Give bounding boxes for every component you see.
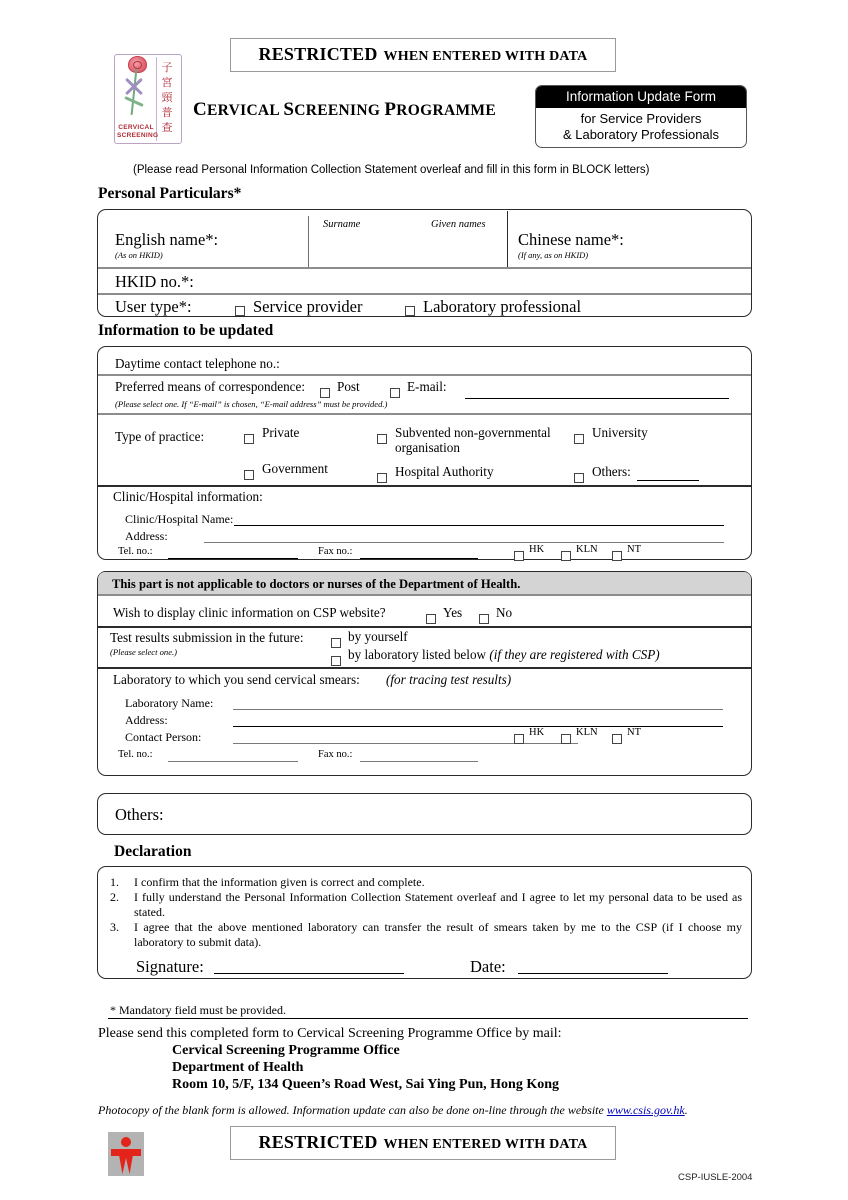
checkbox-icon xyxy=(377,434,387,444)
department-of-health-logo xyxy=(108,1132,144,1176)
name-column-divider xyxy=(308,216,309,268)
practice-ngo-line2: organisation xyxy=(395,440,460,455)
clinic-name-label: Clinic/Hospital Name: xyxy=(125,512,234,526)
user-type-service-provider-checkbox[interactable] xyxy=(235,302,245,320)
practice-ngo-line1: Subvented non-governmental xyxy=(395,425,551,440)
others-panel[interactable] xyxy=(97,793,752,835)
clinic-region-hk-checkbox[interactable] xyxy=(514,547,524,565)
surname-label: Surname xyxy=(323,219,361,230)
checkbox-icon xyxy=(574,473,584,483)
submission-by-yourself-label: by yourself xyxy=(348,629,408,644)
correspondence-email-checkbox[interactable] xyxy=(390,384,400,402)
restricted-sep-1 xyxy=(98,626,751,628)
practice-hospital-authority-label: Hospital Authority xyxy=(395,464,494,479)
checkbox-icon xyxy=(235,306,245,316)
clinic-tel-label: Tel. no.: xyxy=(118,546,153,557)
clinic-region-nt-label: NT xyxy=(627,544,641,555)
information-updated-panel xyxy=(97,346,752,560)
signature-label: Signature: xyxy=(136,957,204,976)
form-code: CSP-IUSLE-2004 xyxy=(678,1172,753,1183)
laboratory-tel-input[interactable] xyxy=(168,747,298,762)
checkbox-icon xyxy=(320,388,330,398)
laboratory-region-hk-checkbox[interactable] xyxy=(514,730,524,748)
send-instruction: Please send this completed form to Cervical Screening Programme Office by mail: xyxy=(98,1026,562,1041)
particulars-sep-1 xyxy=(98,267,751,269)
chinese-name-label: Chinese name*: xyxy=(518,230,624,249)
laboratory-heading: Laboratory to which you send cervical smears: xyxy=(113,672,360,687)
laboratory-contact-label: Contact Person: xyxy=(125,730,202,744)
title-rogramme: ROGRAMME xyxy=(396,102,496,119)
information-updated-heading: Information to be updated xyxy=(98,322,274,339)
practice-label: Type of practice: xyxy=(115,429,205,444)
checkbox-icon xyxy=(390,388,400,398)
title-ervical: ERVICAL xyxy=(207,102,284,119)
hkid-input[interactable] xyxy=(213,270,733,292)
info-sep-2 xyxy=(98,413,751,415)
laboratory-fax-input[interactable] xyxy=(360,747,478,762)
info-sep-1 xyxy=(98,374,751,376)
correspondence-note: (Please select one. If “E-mail” is chosen, “E-mail address” must be provided.) xyxy=(115,399,388,409)
practice-university-label: University xyxy=(592,425,648,440)
restricted-sep-2 xyxy=(98,667,751,669)
declaration-heading: Declaration xyxy=(114,843,192,860)
checkbox-icon xyxy=(612,734,622,744)
declaration-item-1-text: I confirm that the information given is correct and complete. xyxy=(134,875,425,889)
date-label: Date: xyxy=(470,957,506,976)
laboratory-heading-italic: (for tracing test results) xyxy=(386,672,512,687)
practice-private-checkbox[interactable] xyxy=(244,430,254,448)
clinic-fax-input[interactable] xyxy=(360,544,478,559)
chinese-name-divider xyxy=(507,211,508,268)
programme-title xyxy=(193,99,496,121)
not-applicable-heading: This part is not applicable to doctors or nurses of the Department of Health. xyxy=(98,572,751,594)
logo-en-line2: SCREENING xyxy=(117,132,159,139)
mandatory-note-rule xyxy=(108,1018,748,1019)
display-clinic-no-label: No xyxy=(496,605,513,620)
info-sep-3 xyxy=(98,485,751,487)
dh-figure-head-icon xyxy=(121,1137,131,1147)
logo-zh-1: 宮 xyxy=(161,76,173,89)
checkbox-icon xyxy=(331,656,341,666)
cervical-screening-logo xyxy=(114,54,182,144)
declaration-panel xyxy=(97,866,752,979)
laboratory-region-hk-label: HK xyxy=(529,727,545,738)
laboratory-region-kln-label: KLN xyxy=(576,727,598,738)
restricted-banner-bottom-strong: RESTRICTED xyxy=(258,1132,378,1152)
particulars-sep-2 xyxy=(98,293,751,295)
clinic-region-nt-checkbox[interactable] xyxy=(612,547,622,565)
logo-zh-4: 查 xyxy=(161,121,173,134)
user-type-label: User type*: xyxy=(115,297,192,316)
checkbox-icon xyxy=(426,614,436,624)
display-clinic-yes-label: Yes xyxy=(443,605,463,620)
badge-body xyxy=(536,108,746,147)
office-address-line-3: Room 10, 5/F, 134 Queen’s Road West, Sai Ying Pun, Hong Kong xyxy=(172,1077,560,1092)
correspondence-post-label: Post xyxy=(337,379,360,394)
logo-chinese-characters xyxy=(157,60,177,135)
checkbox-icon xyxy=(479,614,489,624)
laboratory-region-nt-label: NT xyxy=(627,727,641,738)
chinese-name-input[interactable] xyxy=(638,220,743,265)
laboratory-tel-label: Tel. no.: xyxy=(118,749,153,760)
english-name-label: English name*: xyxy=(115,230,219,249)
email-address-input[interactable] xyxy=(465,381,729,399)
office-address-line-2: Department of Health xyxy=(172,1060,304,1075)
title-s: S xyxy=(283,99,295,120)
checkbox-icon xyxy=(561,734,571,744)
logo-zh-2: 頸 xyxy=(161,91,173,104)
restricted-banner-bottom xyxy=(230,1126,616,1160)
laboratory-address-label: Address: xyxy=(125,713,168,727)
practice-private-label: Private xyxy=(262,425,300,440)
english-name-note: (As on HKID) xyxy=(115,250,163,260)
practice-ngo-label xyxy=(395,425,575,455)
others-label: Others: xyxy=(115,805,164,824)
submission-by-yourself-checkbox[interactable] xyxy=(331,634,341,652)
photocopy-note xyxy=(98,1103,758,1118)
practice-government-checkbox[interactable] xyxy=(244,466,254,484)
chinese-name-note: (If any, as on HKID) xyxy=(518,250,589,260)
clinic-region-kln-checkbox[interactable] xyxy=(561,547,571,565)
submission-by-laboratory-label xyxy=(348,647,660,663)
restricted-banner-top-strong: RESTRICTED xyxy=(258,44,378,64)
declaration-item-3-num: 3. xyxy=(110,920,119,934)
practice-university-checkbox[interactable] xyxy=(574,430,584,448)
submission-label: Test results submission in the future: xyxy=(110,630,304,645)
logo-english-text xyxy=(117,124,159,140)
practice-others-label: Others: xyxy=(592,464,631,479)
clinic-address-input[interactable] xyxy=(204,527,724,543)
user-type-laboratory-professional-checkbox[interactable] xyxy=(405,302,415,320)
declaration-item-2-text: I fully understand the Personal Information Collection Statement overleaf and I agree to let my personal data to be used as stated. xyxy=(134,890,742,919)
stem-icon xyxy=(131,69,138,115)
checkbox-icon xyxy=(405,306,415,316)
laboratory-fax-label: Fax no.: xyxy=(318,749,353,760)
checkbox-icon xyxy=(331,638,341,648)
clinic-region-kln-label: KLN xyxy=(576,544,598,555)
hkid-label: HKID no.*: xyxy=(115,272,194,291)
personal-particulars-heading: Personal Particulars* xyxy=(98,185,242,202)
display-clinic-question: Wish to display clinic information on CSP website? xyxy=(113,605,386,620)
information-update-badge xyxy=(535,85,747,148)
photocopy-note-period: . xyxy=(684,1103,688,1117)
restricted-banner-bottom-rest: WHEN ENTERED WITH DATA xyxy=(383,1137,588,1152)
laboratory-name-input[interactable] xyxy=(233,694,723,710)
checkbox-icon xyxy=(574,434,584,444)
daytime-phone-input[interactable] xyxy=(288,353,733,371)
user-type-service-provider-label: Service provider xyxy=(253,297,363,316)
clinic-tel-input[interactable] xyxy=(168,544,298,559)
logo-en-line1: CERVICAL xyxy=(118,124,154,131)
clinic-fax-label: Fax no.: xyxy=(318,546,353,557)
checkbox-icon xyxy=(377,473,387,483)
mandatory-field-note: * Mandatory field must be provided. xyxy=(110,1003,286,1017)
office-address-line-1: Cervical Screening Programme Office xyxy=(172,1043,400,1058)
csis-website-link[interactable]: www.csis.gov.hk xyxy=(606,1103,685,1117)
submission-by-laboratory-italic: (if they are registered with CSP) xyxy=(489,647,660,662)
logo-zh-0: 子 xyxy=(161,61,173,74)
clinic-address-label: Address: xyxy=(125,529,168,543)
declaration-item-1-num: 1. xyxy=(110,875,119,889)
not-applicable-panel xyxy=(97,571,752,776)
signature-input[interactable] xyxy=(214,955,404,974)
photocopy-note-text: Photocopy of the blank form is allowed. Information update can also be done on-line through the website xyxy=(98,1103,607,1117)
checkbox-icon xyxy=(514,551,524,561)
daytime-phone-label: Daytime contact telephone no.: xyxy=(115,356,280,371)
clinic-name-input[interactable] xyxy=(234,510,724,526)
laboratory-region-kln-checkbox[interactable] xyxy=(561,730,571,748)
title-c1: C xyxy=(193,99,208,120)
block-letters-instruction: (Please read Personal Information Collection Statement overleaf and fill in this form in BLOCK letters) xyxy=(133,164,650,176)
logo-zh-3: 普 xyxy=(161,106,173,119)
checkbox-icon xyxy=(561,551,571,561)
restricted-banner-top-rest: WHEN ENTERED WITH DATA xyxy=(383,49,588,64)
correspondence-email-label: E-mail: xyxy=(407,379,447,394)
practice-ngo-checkbox[interactable] xyxy=(377,430,387,448)
submission-by-laboratory-main: by laboratory listed below xyxy=(348,647,490,662)
laboratory-region-nt-checkbox[interactable] xyxy=(612,730,622,748)
declaration-item-3-text: I agree that the above mentioned laboratory can transfer the result of smears taken by me to the CSP (if I choose my laboratory to submit data). xyxy=(134,920,742,949)
english-name-input[interactable] xyxy=(310,215,506,267)
correspondence-label: Preferred means of correspondence: xyxy=(115,379,306,394)
badge-line-1: for Service Providers xyxy=(580,111,702,126)
checkbox-icon xyxy=(514,734,524,744)
checkbox-icon xyxy=(244,470,254,480)
personal-particulars-panel xyxy=(97,209,752,317)
given-names-label: Given names xyxy=(431,219,486,230)
clinic-region-hk-label: HK xyxy=(529,544,545,555)
restricted-sep-0 xyxy=(98,594,751,596)
practice-others-input[interactable] xyxy=(637,466,699,481)
badge-line-2: & Laboratory Professionals xyxy=(562,127,720,142)
laboratory-address-input[interactable] xyxy=(233,711,723,727)
date-input[interactable] xyxy=(518,955,668,974)
rose-icon xyxy=(128,56,147,73)
checkbox-icon xyxy=(244,434,254,444)
others-input[interactable] xyxy=(178,800,728,830)
submission-note: (Please select one.) xyxy=(110,647,178,657)
user-type-laboratory-professional-label: Laboratory professional xyxy=(423,297,582,316)
laboratory-contact-input[interactable] xyxy=(233,728,578,744)
declaration-item-2-num: 2. xyxy=(110,890,119,904)
laboratory-name-label: Laboratory Name: xyxy=(125,696,214,710)
title-creening: CREENING xyxy=(294,102,385,119)
title-p: P xyxy=(384,99,397,120)
checkbox-icon xyxy=(612,551,622,561)
practice-government-label: Government xyxy=(262,461,328,476)
badge-heading: Information Update Form xyxy=(536,86,746,108)
clinic-info-heading: Clinic/Hospital information: xyxy=(113,489,263,504)
restricted-banner-top xyxy=(230,38,616,72)
